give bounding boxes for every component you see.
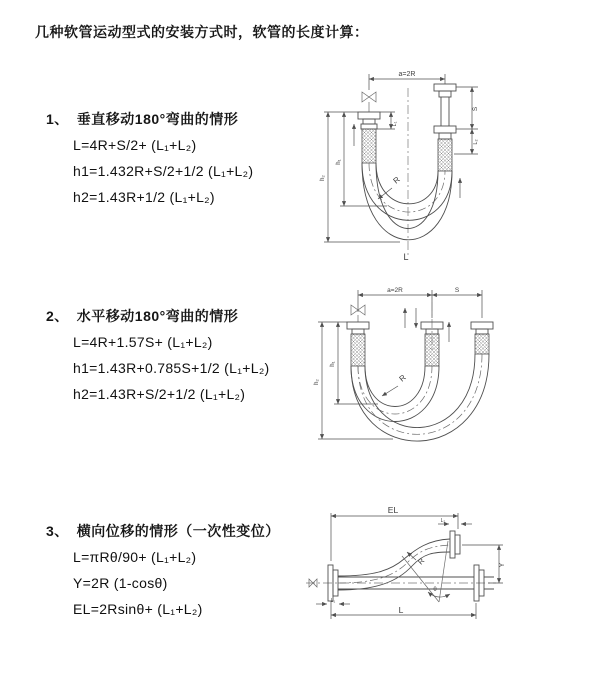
dimension-label-span: a=2R	[398, 71, 416, 78]
section1-heading	[46, 109, 238, 129]
formula-line: h1=1.432R+S/2+1/2 (L₁+L₂)	[73, 163, 254, 179]
diagram-lateral-displacement	[298, 503, 600, 651]
top-right-flange	[450, 531, 460, 558]
formula-line: EL=2Rsinθ+ (L₁+L₂)	[73, 601, 203, 617]
dimension-label-h2: h₂	[320, 175, 326, 181]
section3-formulas	[73, 547, 203, 625]
dimension-label-l2: L₂	[473, 139, 479, 145]
dimension-label-h1: h₁	[330, 361, 336, 367]
hose-curves	[351, 354, 489, 441]
right-flange-top	[434, 84, 456, 97]
dimension-label-s: S	[454, 287, 460, 294]
radius-label: R	[397, 372, 408, 384]
section2-heading-text: 水平移动180°弯曲的情形	[76, 308, 239, 324]
formula-line: h1=1.43R+0.785S+1/2 (L₁+L₂)	[73, 360, 270, 376]
section2-number: 2、	[46, 308, 69, 324]
dimension-label-l: L	[398, 605, 404, 615]
braided-section	[475, 334, 489, 354]
dimension-label-y: Y	[499, 562, 506, 568]
angle-label: θ	[433, 587, 437, 593]
dimension-label-l1: L₁	[330, 598, 336, 604]
dimension-label-h1: h₁	[336, 159, 342, 165]
dimension-label-h2: h₂	[314, 379, 320, 385]
section1-heading-text: 垂直移动180°弯曲的情形	[76, 111, 239, 127]
section2-formulas	[73, 332, 270, 410]
angle-construction	[402, 541, 450, 602]
diagram-horizontal-180-bend	[308, 282, 600, 467]
formula-line: L=4R+1.57S+ (L₁+L₂)	[73, 334, 213, 350]
hose-curves	[362, 163, 452, 240]
formula-line: L=4R+S/2+ (L₁+L₂)	[73, 137, 197, 153]
dimension-label-span: a=2R	[387, 287, 403, 294]
radius-label: R	[391, 174, 402, 186]
braided-section	[362, 129, 376, 163]
section2-heading	[46, 306, 238, 326]
section1-number: 1、	[46, 111, 69, 127]
section3-heading	[46, 521, 280, 541]
formula-line: h2=1.43R+S/2+1/2 (L₁+L₂)	[73, 386, 246, 402]
dimension-label-l1: L₁	[392, 121, 398, 127]
dimension-label-l: L	[403, 252, 409, 262]
dimension-label-s: S	[472, 106, 479, 112]
page-title: 几种软管运动型式的安装方式时，软管的长度计算：	[35, 24, 369, 40]
braided-section	[438, 139, 452, 171]
left-flange	[358, 112, 380, 129]
hose-s-curve	[338, 539, 450, 590]
braided-section	[351, 334, 365, 366]
dimension-label-el: EL	[387, 505, 399, 515]
section1-formulas	[73, 135, 253, 213]
formula-line: Y=2R (1-cosθ)	[73, 575, 168, 591]
right-flange-mid	[434, 126, 456, 139]
right-flange	[471, 322, 493, 334]
dimension-label-l2: L₂	[440, 518, 446, 524]
diagram-vertical-180-bend	[312, 66, 597, 264]
formula-line: L=πRθ/90+ (L₁+L₂)	[73, 549, 197, 565]
left-flange	[347, 322, 369, 334]
braided-section	[425, 334, 439, 366]
radius-label: R	[416, 556, 427, 567]
valve-icon	[362, 92, 376, 112]
section3-number: 3、	[46, 523, 69, 539]
formula-line: h2=1.43R+1/2 (L₁+L₂)	[73, 189, 215, 205]
section3-heading-text: 横向位移的情形（一次性变位）	[76, 523, 280, 539]
